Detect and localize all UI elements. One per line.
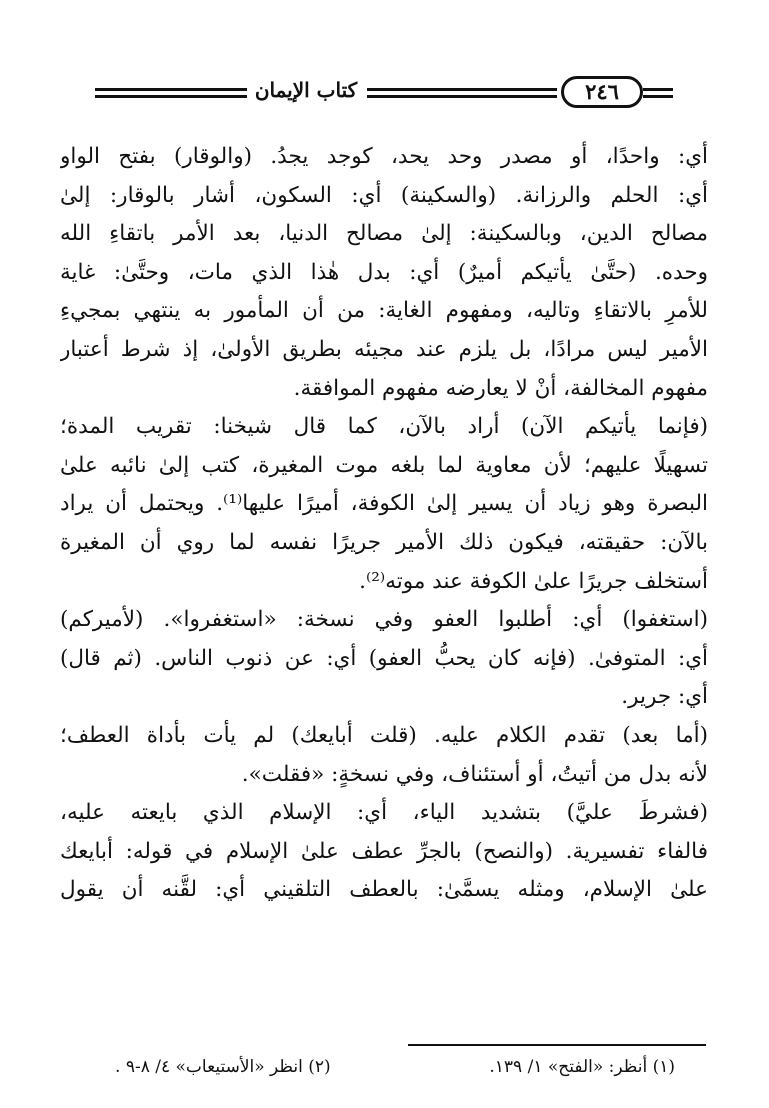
text-line: علىٰ الإسلام، ومثله يسمَّىٰ: بالعطف التلقيني أي: لقَّنه أن يقول [60, 877, 708, 903]
footnote-separator [408, 1044, 706, 1046]
footnote-2: (٢) انظر «الأستيعاب» ٤/ ٨-٩ . [115, 1057, 331, 1077]
text-line: فالفاء تفسيرية. (والنصح) بالجرِّ عطف علىٰ الإسلام في قوله: أبايعك [60, 838, 708, 864]
text-line: (أما بعد) تقدم الكلام عليه. (قلت أبايعك) لم يأت بأداة العطف؛ [60, 722, 708, 748]
text-line: (فشرطَ عليَّ) بتشديد الياء، أي: الإسلام الذي بايعته عليه، [60, 800, 708, 826]
header-rule-middle [367, 88, 557, 98]
text-line: (استغفوا) أي: أطلبوا العفو وفي نسخة: «استغفروا». (لأميركم) [60, 607, 708, 633]
text-line: أي: جرير. [621, 684, 708, 710]
text-line: مفهوم المخالفة، أنْ لا يعارضه مفهوم الموافقة. [293, 375, 708, 401]
text-line: الأمير ليس مرادًا، بل يلزم عند مجيئه بطريق الأولىٰ، إذ شرط أعتبار [60, 336, 708, 362]
text-line: أي: الحلم والرزانة. (والسكينة) أي: السكون، أشار بالوقار: إلىٰ [60, 182, 708, 208]
page-number: ٢٤٦ [561, 76, 643, 108]
book-title: كتاب الإيمان [254, 78, 358, 102]
text-line: للأمرِ بالاتقاءِ وتاليه، ومفهوم الغاية: من أن المأمور به ينتهي بمجيءِ [60, 298, 708, 324]
text-line: أي: واحدًا، أو مصدر وحد يحد، كوجد يجدُ. (والوقار) بفتح الواو [60, 144, 708, 169]
main-text [60, 138, 708, 910]
header-rule-right [643, 88, 673, 98]
text-line: مصالح الدين، وبالسكينة: إلىٰ مصالح الدنيا، بعد الأمر باتقاءِ الله [60, 221, 708, 247]
text-line: تسهيلًا عليهم؛ لأن معاوية لما بلغه موت المغيرة، كتب إلىٰ نائبه علىٰ [60, 452, 708, 478]
text-line: لأنه بدل من أتيتُ، أو أستئناف، وفي نسخةٍ: «فقلت». [241, 761, 708, 787]
running-header [95, 72, 675, 116]
text-line: أستخلف جريرًا علىٰ الكوفة عند موته⁽²⁾. [359, 568, 708, 594]
text-line: وحده. (حتَّىٰ يأتيكم أميرٌ) أي: بدل هٰذا الذي مات، وحتَّىٰ: غاية [60, 259, 708, 285]
header-rule-left [95, 88, 247, 98]
text-line: (فإنما يأتيكم الآن) أراد بالآن، كما قال شيخنا: تقريب المدة؛ [60, 414, 708, 440]
footnote-1: (١) أنظر: «الفتح» ١/ ١٣٩. [489, 1057, 675, 1077]
text-line: بالآن: حقيقته، فيكون ذلك الأمير جريرًا نفسه لما روي أن المغيرة [60, 529, 708, 555]
text-line: البصرة وهو زياد أن يسير إلىٰ الكوفة، أميرًا عليها⁽¹⁾. ويحتمل أن يراد [60, 491, 708, 517]
text-line: أي: المتوفىٰ. (فإنه كان يحبُّ العفو) أي: عن ذنوب الناس. (ثم قال) [60, 645, 708, 671]
